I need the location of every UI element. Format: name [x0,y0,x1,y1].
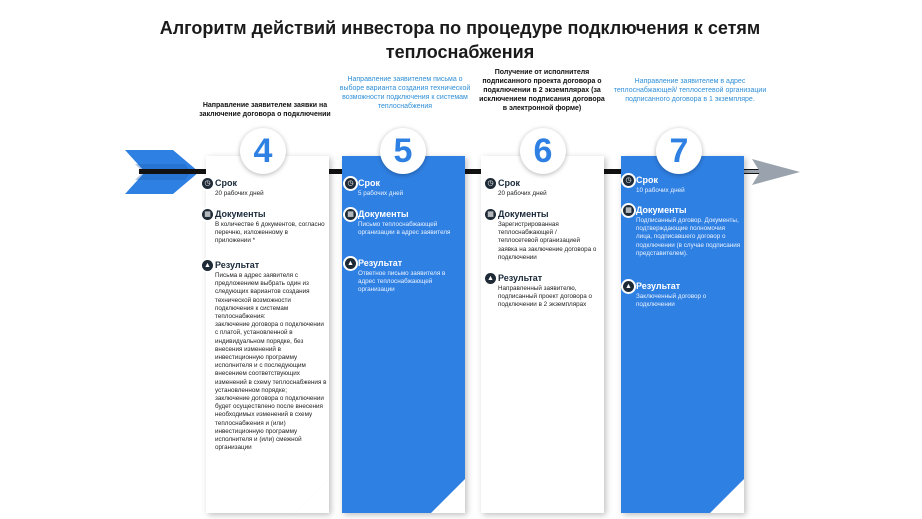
docs-title: Документы [498,209,549,219]
docs-title: Документы [636,205,687,215]
result-section-6 [487,273,598,310]
result-text: Письма в адрес заявителя с предложением выбрать один из следующих вариантов создания технической возможности подключения к системам теплоснабжения: заключение договора о подключении с платой, установленной в индивидуальном порядке, без внесения изменений в инвестиционную программу исполнителя и с последующим внесением соответствующих изменений в схему теплоснабжения в установленном порядке; заключение договора о подключении будет осуществлено после внесения необходимых изменений в схему теплоснабжения и (или) инвестиционную программу исполнителя и (или) смежной организации [215,272,327,452]
clock-icon: ◷ [623,175,634,186]
arrow-head-icon [752,159,800,185]
document-icon: ▦ [623,205,634,216]
term-title: Срок [498,178,520,188]
docs-section-7 [625,205,741,258]
term-title: Срок [358,178,380,188]
result-title: Результат [498,273,543,283]
document-icon: ▦ [202,209,213,220]
top-label-step-5: Направление заявителем письма о выборе варианта создания технической возможности подключения к системам теплоснабжения [339,76,471,110]
term-title: Срок [215,178,237,188]
document-icon: ▦ [485,209,496,220]
step-circle-6: 6 [520,128,566,174]
slide-title: Алгоритм действий инвестора по процедуре подключения к сетям теплоснабжения [159,18,761,62]
docs-text: Подписанный договор. Документы, подтверждающие полномочия лица, подписавшего договор о подключении (в случае подписания представителем). [636,217,741,257]
term-title: Срок [636,175,658,185]
term-text: 20 рабочих дней [215,190,264,197]
docs-text: В количестве 6 документов, согласно перечню, изложенному в приложении * [215,221,325,245]
arrow-tail-icon [125,150,205,194]
docs-text: Зарегистрированная теплоснабжающей / теплосетевой организацией заявка на заключение договора о подключении [498,221,597,261]
result-title: Результат [358,258,403,268]
top-label-step-4: Направление заявителем заявки на заключение договора о подключении [199,102,331,118]
term-section-5 [347,178,458,198]
top-label-step-7: Направление заявителем в адрес теплоснабжающей/ теплосетевой организации подписанного договора в 1 экземпляре. [613,78,767,103]
clock-icon: ◷ [485,178,496,189]
result-text: Направленный заявителю, подписанный проект договора о подключении в 2 экземплярах [498,285,593,309]
thumbs-up-icon: ▲ [345,258,356,269]
result-title: Результат [636,281,681,291]
thumbs-up-icon: ▲ [202,260,213,271]
thumbs-up-icon: ▲ [485,273,496,284]
docs-title: Документы [358,209,409,219]
docs-text: Письмо теплоснабжающей организации в адрес заявителя [358,221,451,237]
term-text: 10 рабочих дней [636,187,685,194]
term-section-6 [487,178,598,198]
term-text: 5 рабочих дней [358,190,404,197]
result-section-7 [625,281,741,309]
clock-icon: ◷ [202,178,213,189]
thumbs-up-icon: ▲ [623,281,634,292]
result-text: Заключенный договор о подключении [636,293,707,309]
step-circle-7: 7 [656,128,702,174]
step-circle-5: 5 [380,128,426,174]
docs-section-5 [347,209,458,237]
clock-icon: ◷ [345,178,356,189]
term-text: 20 рабочих дней [498,190,547,197]
term-section-7 [625,175,741,195]
term-section-4 [204,178,325,198]
document-icon: ▦ [345,209,356,220]
result-section-5 [347,258,458,295]
result-section-4 [204,260,327,452]
top-label-step-6: Получение от исполнителя подписанного проекта договора о подключении в 2 экземплярах (за исключением подписания договора в электронной форме) [479,69,605,112]
result-text: Ответное письмо заявителя в адрес теплоснабжающей организации [358,270,446,294]
result-title: Результат [215,260,260,270]
docs-section-4 [204,209,325,246]
step-circle-4: 4 [240,128,286,174]
docs-section-6 [487,209,598,262]
docs-title: Документы [215,209,266,219]
